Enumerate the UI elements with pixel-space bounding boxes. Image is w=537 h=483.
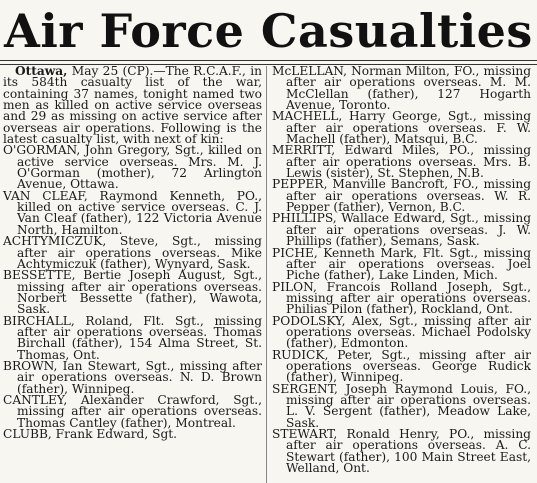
casualty-entry: VAN CLEAF, Raymond Kenneth, PO., killed on active service overseas. C. J. Van Cleaf (father), 122 Victoria Avenue North, Hamilton. — [3, 188, 262, 237]
column-divider — [266, 66, 267, 483]
casualty-entry: BROWN, Ian Stewart, Sgt., missing after air operations overseas. N. D. Brown (father), Winnipeg. — [3, 358, 262, 396]
lead-paragraph — [3, 66, 262, 145]
casualty-entry: SERGENT, Joseph Raymond Louis, FO., missing after air operations overseas. L. V. Sergent (father), Meadow Lake, Sask. — [272, 381, 531, 430]
casualty-entry: McLELLAN, Norman Milton, FO., missing after air operations overseas. M. M. McClellan (father), 127 Hogarth Avenue, Toronto. — [272, 64, 531, 113]
casualty-entry: PILON, Francois Rolland Joseph, Sgt., missing after air operations overseas. Philias Pilon (father), Rockland, Ont. — [272, 279, 531, 317]
casualty-entry: PEPPER, Manville Bancroft, FO., missing after air operations overseas. W. R. Pepper (father), Vernon, B.C. — [272, 177, 531, 215]
headline-rule — [0, 60, 537, 61]
casualty-entry: O'GORMAN, John Gregory, Sgt., killed on active service overseas. Mrs. M. J. O'Gorman (mother), 72 Arlington Avenue, Ottawa. — [3, 143, 262, 192]
casualty-entry: MACHELL, Harry George, Sgt., missing after air operations overseas. F. W. Machell (father), Matsqui, B.C. — [272, 109, 531, 147]
left-column — [3, 66, 262, 440]
casualty-entry: STEWART, Ronald Henry, PO., missing after air operations overseas. A. C. Stewart (father), 100 Main Street East, Welland, Ont. — [272, 427, 531, 476]
right-casualty-list — [272, 66, 531, 474]
casualty-entry: MERRITT, Edward Miles, PO., missing after air operations overseas. Mrs. B. Lewis (sister), St. Stephen, N.B. — [272, 143, 531, 181]
casualty-entry: BIRCHALL, Roland, Flt. Sgt., missing after air operations overseas. Thomas Birchall (father), 154 Alma Street, St. Thomas, Ont. — [3, 313, 262, 362]
casualty-entry: PHILLIPS, Wallace Edward, Sgt., missing after air operations overseas. J. W. Phillips (father), Semans, Sask. — [272, 211, 531, 249]
casualty-entry: PICHE, Kenneth Mark, Flt. Sgt., missing after air operations overseas. Joel Piche (father), Lake Linden, Mich. — [272, 245, 531, 283]
headline: Air Force Casualties — [4, 4, 533, 58]
casualty-entry: BESSETTE, Bertie Joseph August, Sgt., missing after air operations overseas. Norbert Bessette (father), Wawota, Sask. — [3, 268, 262, 317]
casualty-entry: RUDICK, Peter, Sgt., missing after air operations overseas. George Rudick (father), Winnipeg. — [272, 347, 531, 385]
casualty-entry: PODOLSKY, Alex, Sgt., missing after air operations overseas. Michael Podolsky (father), Edmonton. — [272, 313, 531, 351]
casualty-entry: ACHTYMICZUK, Steve, Sgt., missing after air operations overseas. Mike Achtymiczuk (father), Wynyard, Sask. — [3, 234, 262, 271]
casualty-entry: CANTLEY, Alexander Crawford, Sgt., missing after air operations overseas. Thomas Cantley (father), Montreal. — [3, 392, 262, 430]
casualty-entry: CLUBB, Frank Edward, Sgt. — [3, 427, 178, 441]
left-casualty-list — [3, 145, 262, 440]
lead-text: May 25 (CP).—The R.C.A.F., in its 584th casualty list of the war, containing 37 names, tonight named two men as killed on active service overseas and 29 as missing on active service after overseas air operations. Following is the latest casualty list, with next of kin: — [3, 64, 262, 147]
dateline: Ottawa, — [15, 64, 68, 78]
right-column — [272, 66, 531, 474]
